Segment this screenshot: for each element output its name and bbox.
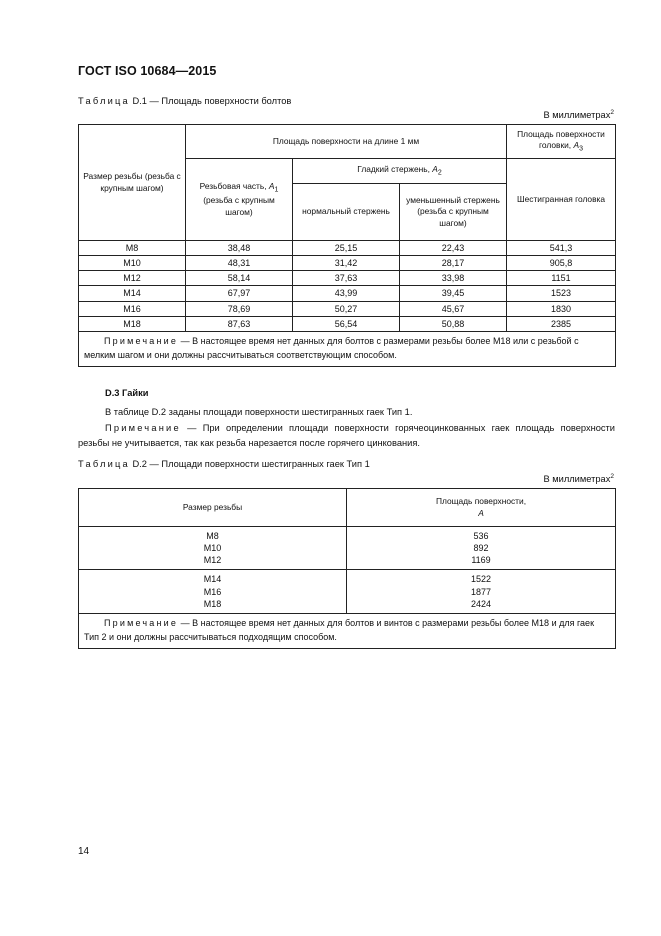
table1-header-threaded (186, 159, 293, 241)
size-cell: M12 (79, 271, 186, 286)
table-row (79, 271, 616, 286)
size-group-cell (79, 570, 347, 613)
table2-caption-text: D.2 — Площади поверхности шестигранных гаек Тип 1 (132, 459, 370, 469)
normal-cell: 43,99 (293, 286, 400, 301)
reduced-cell: 45,67 (400, 301, 507, 316)
table1-header-threaded-symbol: A (268, 181, 275, 192)
table1-header-head-symbol: A (573, 140, 580, 151)
table1-header-smooth-symbol: A (432, 163, 438, 174)
table1-note-text: — В настоящее время нет данных для болтов с размерами резьбы более M18 или с резьбой с мелким шагом и они должны рассчитываться соответствующим способом. (84, 335, 579, 360)
a1-cell: 48,31 (186, 256, 293, 271)
table1-caption-text: D.1 — Площадь поверхности болтов (132, 96, 292, 106)
table1-header-head-area (507, 125, 616, 159)
table1-header-threaded-sub: 1 (274, 186, 279, 194)
hex-cell: 541,3 (507, 241, 616, 256)
table2-header-thread: Размер резьбы (79, 489, 347, 527)
normal-cell: 50,27 (293, 301, 400, 316)
hex-cell: 1523 (507, 286, 616, 301)
normal-cell: 56,54 (293, 316, 400, 331)
hex-cell: 1830 (507, 301, 616, 316)
hex-cell: 905,8 (507, 256, 616, 271)
reduced-cell: 39,45 (400, 286, 507, 301)
area-value: 536 (473, 531, 489, 541)
reduced-cell: 28,17 (400, 256, 507, 271)
reduced-cell: 50,88 (400, 316, 507, 331)
size-value: M8 (206, 531, 219, 541)
table-row (79, 256, 616, 271)
reduced-cell: 33,98 (400, 271, 507, 286)
hex-cell: 2385 (507, 316, 616, 331)
table2-caption-word: Таблица (78, 459, 130, 469)
table1-units-sup: 2 (610, 109, 614, 116)
table2-caption (78, 459, 370, 469)
table2-note-text: — В настоящее время нет данных для болтов и винтов с размерами резьбы более M18 и для гаек Тип 2 и они должны рассчитываться подходящим способом. (84, 617, 595, 642)
normal-cell: 31,42 (293, 256, 400, 271)
size-value: M16 (203, 586, 222, 597)
table1-header-reduced: уменьшенный стержень (резьба с крупным шагом) (400, 184, 507, 241)
table-row (79, 301, 616, 316)
normal-cell: 25,15 (293, 241, 400, 256)
table1-note-word: Примечание (104, 335, 179, 346)
table-row (79, 241, 616, 256)
table1-header-hex-head: Шестигранная головка (507, 159, 616, 241)
table1-header-smooth-sub: 2 (437, 169, 442, 177)
table1-header-thread: Размер резьбы (резьба с крупным шагом) (79, 125, 186, 241)
size-cell: M14 (79, 286, 186, 301)
a1-cell: 58,14 (186, 271, 293, 286)
section-note (78, 421, 615, 451)
table-row (79, 316, 616, 331)
table1-header-area-length: Площадь поверхности на длине 1 мм (186, 125, 507, 159)
table-row (79, 527, 616, 570)
table2-header-area (347, 489, 616, 527)
size-value: M10 (203, 543, 222, 554)
table1-header-smooth-text: Гладкий стержень, (357, 163, 430, 174)
table2-units (543, 473, 614, 484)
area-group-cell (347, 527, 616, 570)
table2-header-area-symbol: A (478, 507, 484, 518)
area-value: 1522 (470, 574, 492, 585)
section-note-text: — При определении площади поверхности горячеоцинкованных гаек площадь поверхности резьбы не учитывается, так как резьба нарезается после горячего цинкования. (78, 423, 615, 448)
section-paragraph: В таблице D.2 заданы площади поверхности шестигранных гаек Тип 1. (105, 407, 413, 417)
table1-header-normal: нормальный стержень (293, 184, 400, 241)
size-group-cell (79, 527, 347, 570)
table2-note-word: Примечание (104, 617, 179, 628)
section-note-word: Примечание (105, 423, 181, 433)
a1-cell: 67,97 (186, 286, 293, 301)
page-number: 14 (78, 846, 90, 857)
table1-caption-word: Таблица (78, 96, 130, 106)
table2-note (79, 613, 616, 648)
table1-header-head-sub: 3 (579, 145, 583, 153)
area-group-cell (347, 570, 616, 613)
table1-header-head-area-text: Площадь поверхности головки, (517, 128, 605, 151)
size-value: M12 (203, 555, 222, 566)
table2 (78, 488, 616, 649)
table1-header-threaded-text: Резьбовая часть, (199, 181, 267, 192)
hex-cell: 1151 (507, 271, 616, 286)
a1-cell: 38,48 (186, 241, 293, 256)
normal-cell: 37,63 (293, 271, 400, 286)
area-value: 2424 (470, 598, 492, 609)
size-cell: M10 (79, 256, 186, 271)
area-value: 1169 (471, 555, 491, 566)
size-value: M14 (203, 574, 222, 585)
reduced-cell: 22,43 (400, 241, 507, 256)
table1-note (79, 331, 616, 366)
table1 (78, 124, 616, 367)
size-cell: M16 (79, 301, 186, 316)
table2-header-area-text: Площадь поверхности, (435, 496, 527, 507)
table1-units (543, 109, 614, 120)
size-value: M18 (203, 598, 222, 609)
table2-units-text: В миллиметрах (543, 474, 611, 485)
a1-cell: 87,63 (186, 316, 293, 331)
table2-units-sup: 2 (610, 473, 614, 480)
table-row (79, 286, 616, 301)
table1-header-smooth (293, 159, 507, 184)
table1-units-text: В миллиметрах (543, 110, 611, 121)
a1-cell: 78,69 (186, 301, 293, 316)
section-heading: D.3 Гайки (105, 388, 149, 398)
table-row (79, 570, 616, 613)
size-cell: M8 (79, 241, 186, 256)
document-header: ГОСТ ISO 10684—2015 (78, 64, 217, 78)
table1-header-threaded-note: (резьба с крупным шагом) (203, 195, 275, 217)
area-value: 1877 (470, 586, 492, 597)
area-value: 892 (473, 543, 489, 554)
table1-caption (78, 96, 291, 106)
size-cell: M18 (79, 316, 186, 331)
